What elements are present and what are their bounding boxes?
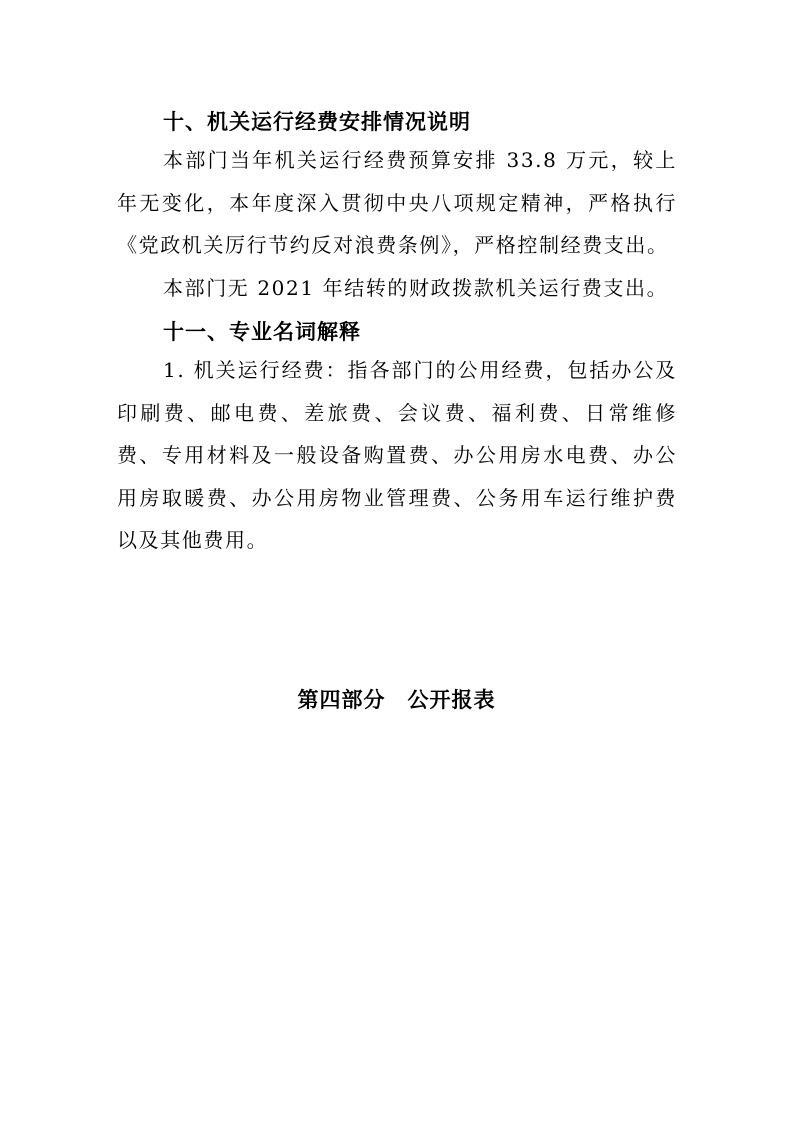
section-10-heading: 十、机关运行经费安排情况说明 (163, 110, 471, 134)
section-10-paragraph-1: 本部门当年机关运行经费预算安排 33.8 万元，较上年无变化，本年度深入贯彻中央八项规定精神，严格执行《党政机关厉行节约反对浪费条例》，严格控制经费支出。 (117, 148, 677, 257)
part-4-title: 第四部分 公开报表 (297, 688, 496, 712)
section-11-paragraph-1: 1. 机关运行经费：指各部门的公用经费，包括办公及印刷费、邮电费、差旅费、会议费、福利费、日常维修费、专用材料及一般设备购置费、办公用房水电费、办公用房取暖费、办公用房物业管理费、公务用车运行维护费以及其他费用。 (117, 358, 677, 552)
section-10-paragraph-2: 本部门无 2021 年结转的财政拨款机关运行费支出。 (163, 276, 669, 300)
section-11-heading: 十一、专业名词解释 (163, 320, 361, 344)
